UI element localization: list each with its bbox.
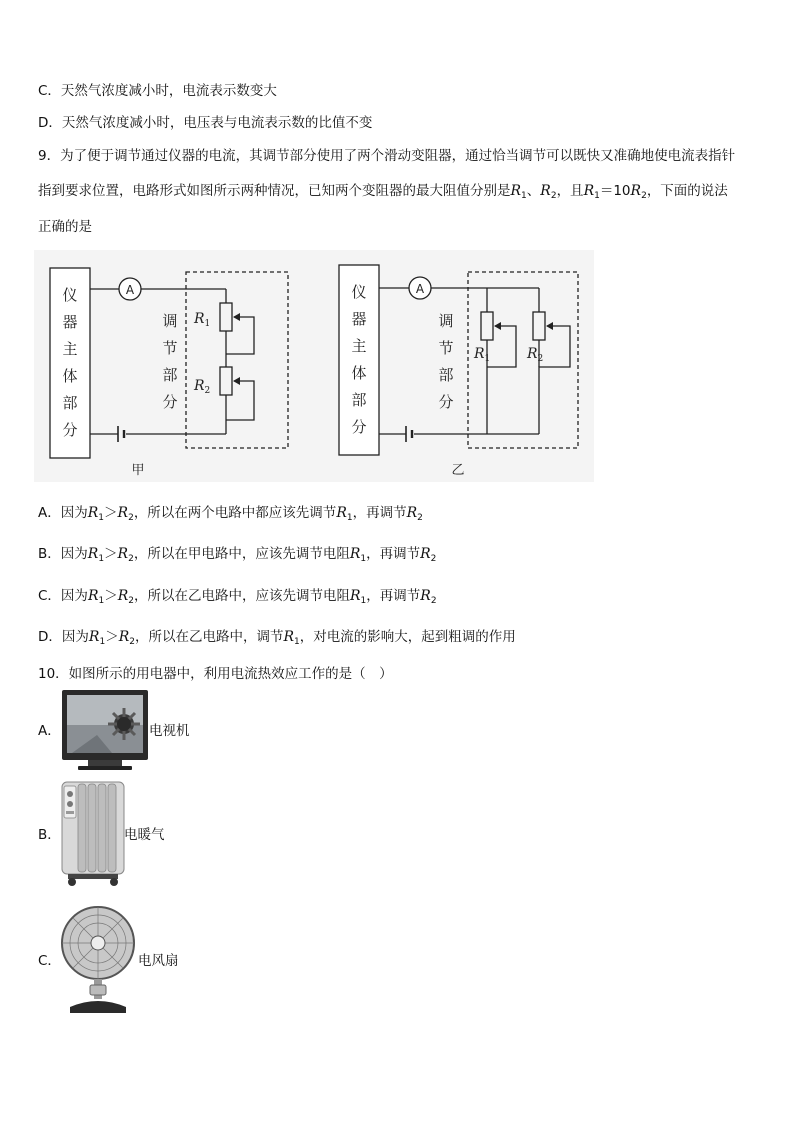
q10-option-b-label: 电暖气 (124, 827, 165, 843)
q10-option-a-letter: A． (38, 723, 61, 739)
q10-option-b-letter: B． (38, 827, 61, 843)
left-box-char: 仪 (62, 286, 78, 304)
r1-label-right: $R_1$ (474, 346, 491, 364)
heater-icon (60, 778, 126, 890)
right-box-char: 仪 (351, 283, 367, 301)
rheostat-r2-left (220, 367, 232, 395)
circuit-figure (34, 250, 594, 482)
right-adjust-char: 调 (438, 312, 454, 330)
right-box-char: 部 (351, 391, 367, 409)
tv-icon (62, 690, 148, 770)
left-box-char: 器 (62, 313, 78, 331)
left-box-char: 分 (62, 421, 78, 439)
q10-option-a-label: 电视机 (149, 723, 190, 739)
caption-left: 甲 (131, 463, 145, 478)
r2-label-right: $R_2$ (527, 346, 544, 364)
q9-stem-line3: 正确的是 (38, 219, 92, 235)
right-adjust-char: 节 (438, 339, 454, 357)
ammeter-left-label: A (125, 283, 135, 297)
q9-option-d: D．因为$R_1>R_2$，所以在乙电路中，调节$R_1$，对电流的影响大，起到粗调的作用 (38, 629, 516, 647)
right-box-char: 主 (351, 337, 367, 355)
option-c-prev: C．天然气浓度减小时，电流表示数变大 (38, 83, 277, 99)
right-box-char: 分 (351, 418, 367, 436)
ammeter-right-label: A (415, 282, 425, 296)
right-box-char: 器 (351, 310, 367, 328)
q10-option-c-label: 电风扇 (138, 953, 179, 969)
rheostat-r2-right (533, 312, 545, 340)
rheostat-r1-left (220, 303, 232, 331)
q9-option-c: C．因为$R_1>R_2$，所以在乙电路中，应该先调节电阻$R_1$，再调节$R_2$ (38, 588, 437, 606)
right-adjust-char: 部 (438, 366, 454, 384)
right-box-char: 体 (351, 364, 367, 382)
left-adjust-char: 调 (162, 312, 178, 330)
q9-option-a: A．因为$R_1>R_2$，所以在两个电路中都应该先调节$R_1$，再调节$R_2$ (38, 505, 423, 523)
q9-stem-line1: 9．为了便于调节通过仪器的电流，其调节部分使用了两个滑动变阻器，通过恰当调节可以既快又准确地使电流表指针 (38, 148, 736, 164)
r2-label-left: $R_2$ (194, 378, 211, 396)
q9-stem-line2: 指到要求位置，电路形式如图所示两种情况，已知两个变阻器的最大阻值分别是$R_1$、$R_2$，且$R_1=10R_2$，下面的说法 (38, 183, 728, 201)
r1-label-left: $R_1$ (194, 311, 211, 329)
left-box-char: 部 (62, 394, 78, 412)
q10-stem: 10．如图所示的用电器中，利用电流热效应工作的是（ ） (38, 666, 393, 682)
left-adjust-char: 节 (162, 339, 178, 357)
option-d-prev: D．天然气浓度减小时，电压表与电流表示数的比值不变 (38, 115, 373, 131)
q9-option-b: B．因为$R_1>R_2$，所以在甲电路中，应该先调节电阻$R_1$，再调节$R_2$ (38, 546, 437, 564)
left-box-char: 主 (62, 340, 78, 358)
q10-option-c-letter: C． (38, 953, 61, 969)
adjust-part-box-left (186, 272, 288, 448)
circuit-diagram (34, 250, 594, 482)
left-adjust-char: 分 (162, 393, 178, 411)
caption-right: 乙 (451, 463, 465, 478)
fan-icon (60, 905, 136, 1015)
right-adjust-char: 分 (438, 393, 454, 411)
left-adjust-char: 部 (162, 366, 178, 384)
rheostat-r1-right (481, 312, 493, 340)
left-box-char: 体 (62, 367, 78, 385)
